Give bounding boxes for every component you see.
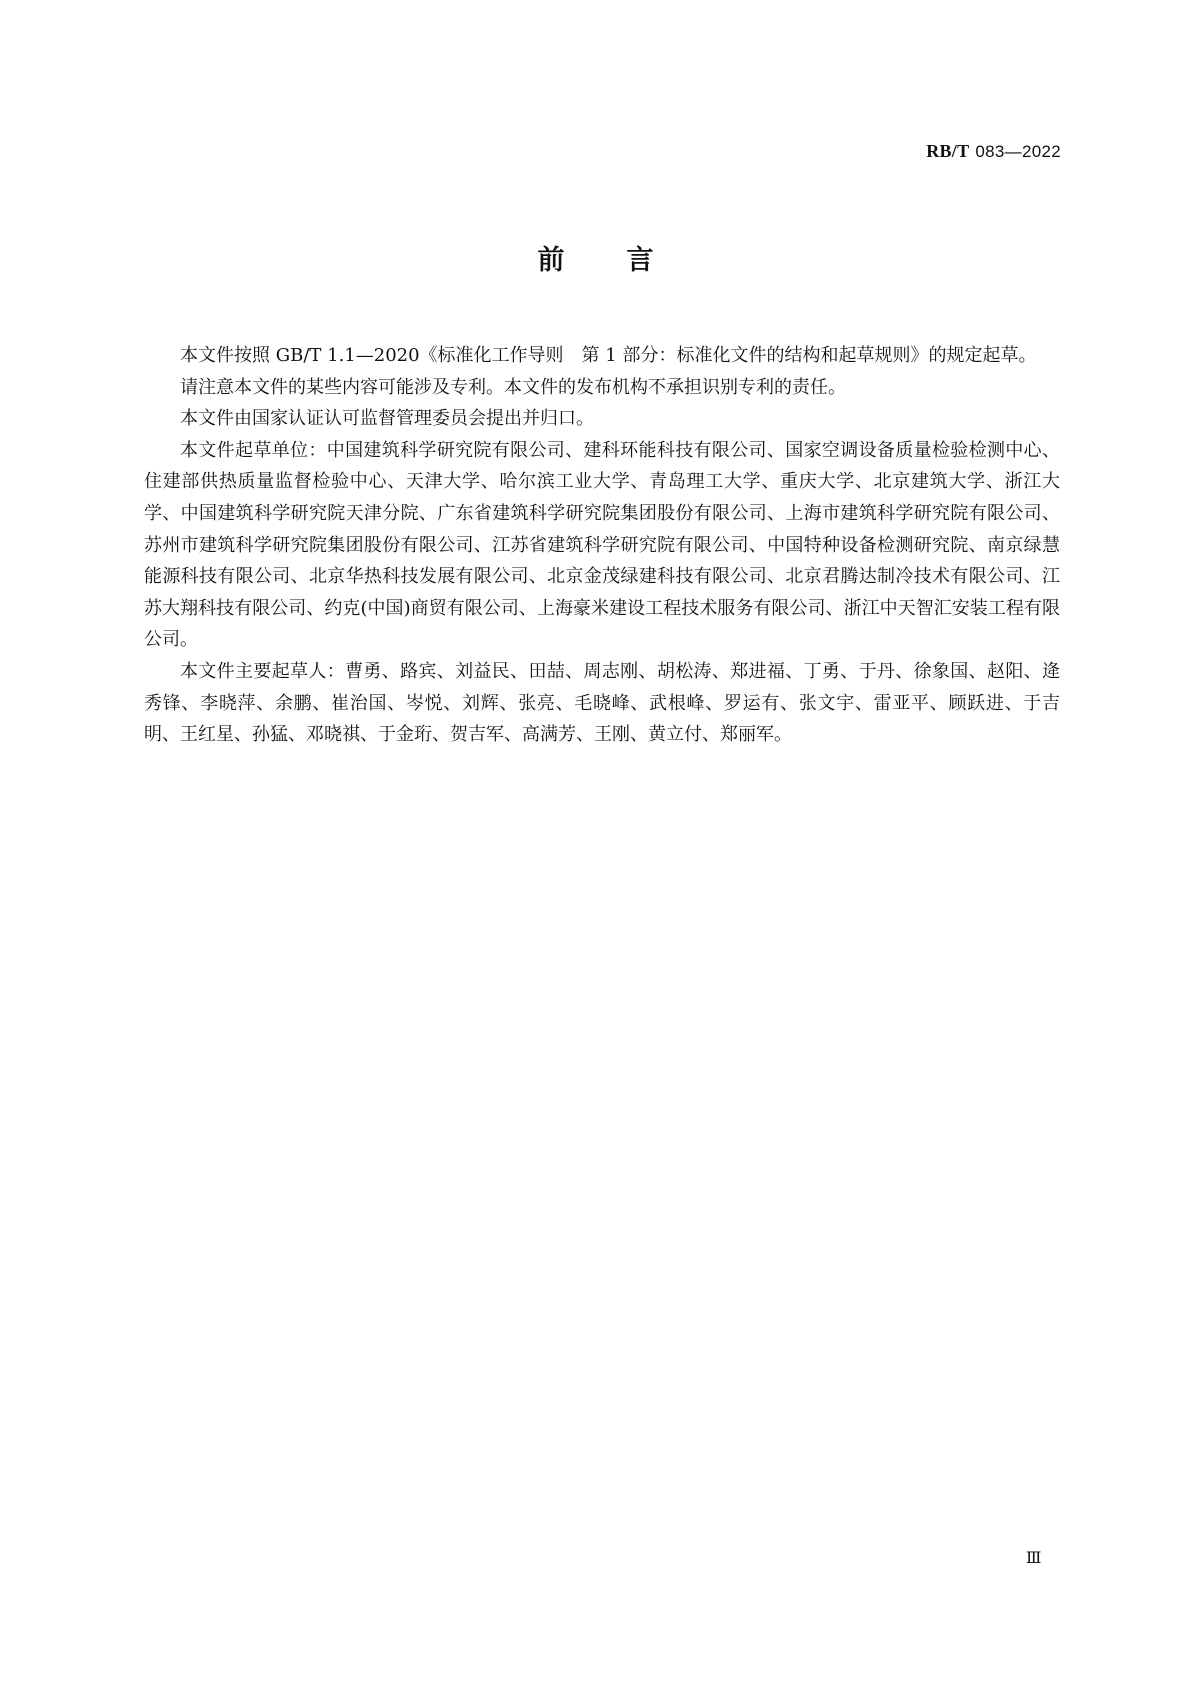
foreword-body [144, 340, 1060, 751]
paragraph-patent-notice: 请注意本文件的某些内容可能涉及专利。本文件的发布机构不承担识别专利的责任。 [180, 376, 846, 398]
page-number: Ⅲ [1026, 1548, 1042, 1567]
title-char-1: 前 [537, 245, 565, 276]
standard-number-header [926, 141, 1061, 162]
standard-number: 083—2022 [975, 142, 1061, 161]
paragraph-drafting-rules: 本文件按照 GB/T 1.1—2020《标准化工作导则 第 1 部分：标准化文件的结构和起草规则》的规定起草。 [180, 345, 1037, 366]
paragraph-drafting-units: 本文件起草单位：中国建筑科学研究院有限公司、建科环能科技有限公司、国家空调设备质量检验检测中心、住建部供热质量监督检验中心、天津大学、哈尔滨工业大学、青岛理工大学、重庆大学、北京建筑大学、浙江大学、中国建筑科学研究院天津分院、广东省建筑科学研究院集团股份有限公司、上海市建筑科学研究院有限公司、苏州市建筑科学研究院集团股份有限公司、江苏省建筑科学研究院有限公司、中国特种设备检测研究院、南京绿慧能源科技有限公司、北京华热科技发展有限公司、北京金茂绿建科技有限公司、北京君腾达制冷技术有限公司、江苏大翔科技有限公司、约克(中国)商贸有限公司、上海豪米建设工程技术服务有限公司、浙江中天智汇安装工程有限公司。 [144, 439, 1060, 651]
title-char-2: 言 [626, 245, 654, 276]
standard-code: RB/T [926, 141, 970, 161]
paragraph-proposer: 本文件由国家认证认可监督管理委员会提出并归口。 [180, 408, 594, 430]
page-title [0, 244, 1191, 278]
paragraph-drafters: 本文件主要起草人：曹勇、路宾、刘益民、田喆、周志刚、胡松涛、郑进福、丁勇、于丹、徐象国、赵阳、逄秀锋、李晓萍、余鹏、崔治国、岑悦、刘辉、张亮、毛晓峰、武根峰、罗运有、张文宇、雷亚平、顾跃进、于吉明、王红星、孙猛、邓晓祺、于金珩、贺吉军、高满芳、王刚、黄立付、郑丽军。 [144, 660, 1060, 746]
